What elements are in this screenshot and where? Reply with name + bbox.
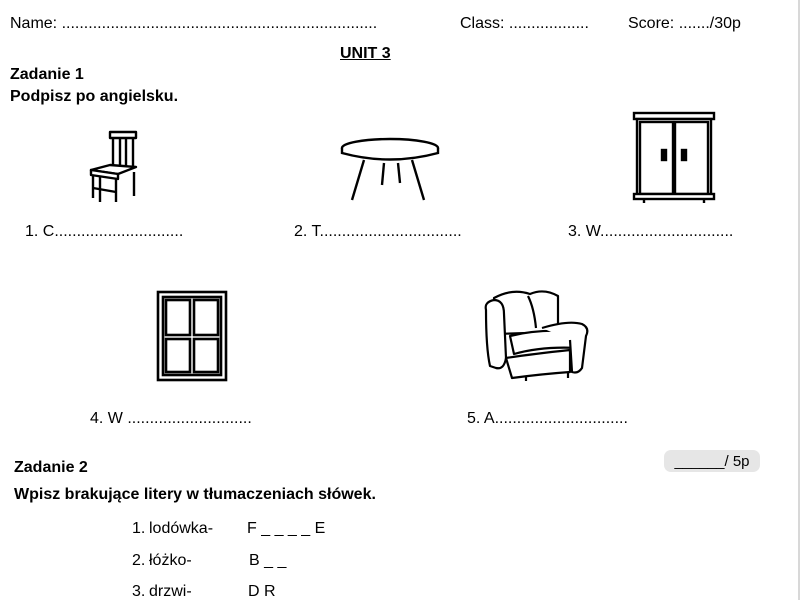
task1-title: Zadanie 1: [10, 66, 84, 83]
list-item-word: łóżko-: [149, 552, 192, 569]
list-item-number: 3.: [132, 583, 146, 600]
task1-instruction: Podpisz po angielsku.: [10, 88, 179, 105]
item-5-label[interactable]: 5. A..............................: [467, 410, 628, 427]
task2-instruction: Wpisz brakujące litery w tłumaczeniach słówek.: [14, 486, 376, 503]
wardrobe-icon: [632, 110, 716, 206]
score-field[interactable]: Score: ......./30p: [628, 15, 741, 32]
item-4-label[interactable]: 4. W ............................: [90, 410, 252, 427]
name-field[interactable]: Name: .......................................................................: [10, 15, 378, 32]
unit-title: UNIT 3: [340, 45, 391, 62]
list-item-word: drzwi-: [149, 583, 192, 600]
window-icon: [156, 290, 228, 382]
item-3-label[interactable]: 3. W..............................: [568, 223, 734, 240]
class-field[interactable]: Class: ..................: [460, 15, 589, 32]
list-item-hint[interactable]: D R: [248, 583, 276, 600]
chair-icon: [88, 130, 140, 204]
armchair-icon: [482, 288, 590, 382]
list-item-word: lodówka-: [149, 520, 214, 537]
list-item-hint[interactable]: F _ _ _ _ E: [247, 520, 326, 537]
task2-title: Zadanie 2: [14, 459, 88, 476]
list-item-number: 2.: [132, 552, 146, 569]
list-item-hint[interactable]: B _ _: [249, 552, 287, 569]
item-2-label[interactable]: 2. T................................: [294, 223, 462, 240]
item-1-label[interactable]: 1. C.............................: [25, 223, 184, 240]
table-icon: [340, 136, 440, 204]
task2-score-badge[interactable]: ______/ 5p: [664, 450, 760, 472]
list-item-number: 1.: [132, 520, 146, 537]
